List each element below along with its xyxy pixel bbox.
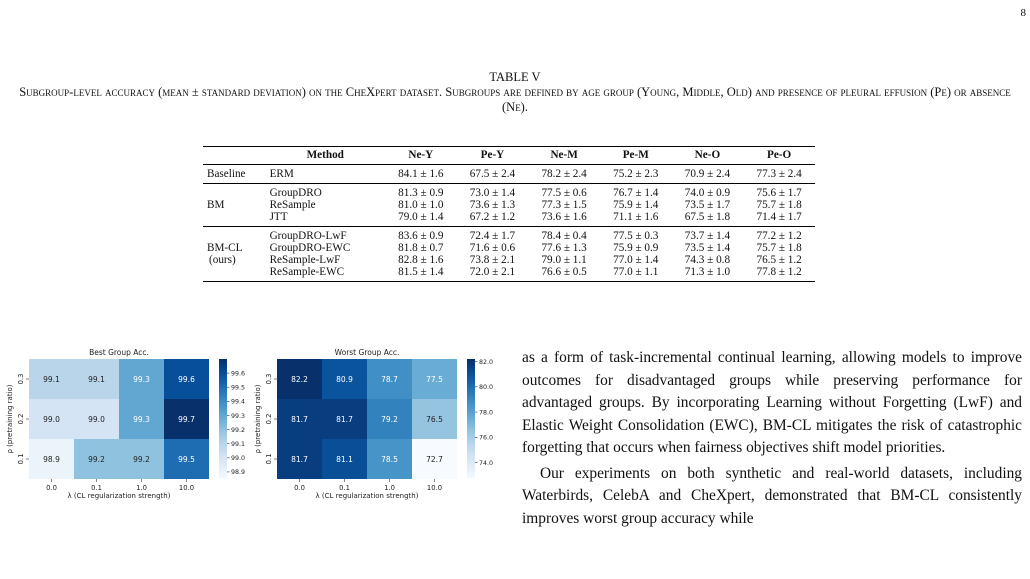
- x-tick-label: 1.0: [136, 484, 147, 492]
- table-caption: [0, 70, 1030, 115]
- colorbar-tick-label: 78.0: [479, 409, 494, 417]
- colorbar-tick-label: 99.6: [231, 370, 246, 378]
- cell-label: 81.7: [336, 415, 353, 424]
- x-axis-label: λ (CL regularization strength): [67, 492, 171, 500]
- y-tick-label: 0.2: [17, 413, 25, 425]
- caption-text: Subgroup-level accuracy (mean ± standard deviation) on the CheXpert dataset. Subgroups are defined by age group (Young, Middle, Old) and presence of pleural effusion (Pe) or absence (Ne).: [19, 85, 1011, 114]
- group-name: BM: [203, 184, 266, 227]
- cell-label: 81.7: [291, 455, 308, 464]
- value-cell: 77.2 ± 1.2 75.7 ± 1.8 76.5 ± 1.2 77.8 ± 1.2: [743, 227, 815, 282]
- cell-label: 78.5: [381, 455, 398, 464]
- group-name: Baseline: [203, 165, 266, 184]
- value-cell: 77.5 ± 0.6 77.3 ± 1.5 73.6 ± 1.6: [528, 184, 600, 227]
- colorbar-tick-label: 80.0: [479, 384, 494, 392]
- column-header: [203, 147, 266, 165]
- x-tick-label: 10.0: [178, 484, 195, 492]
- column-header: Pe-Y: [457, 147, 529, 165]
- value-cell: 75.2 ± 2.3: [600, 165, 672, 184]
- y-tick-label: 0.1: [265, 453, 273, 465]
- cell-label: 99.1: [43, 375, 60, 384]
- colorbar-tick-label: 99.2: [231, 426, 246, 434]
- method-names: GroupDRO ReSample JTT: [266, 184, 385, 227]
- cell-label: 77.5: [426, 375, 443, 384]
- value-cell: 73.7 ± 1.4 73.5 ± 1.4 74.3 ± 0.8 71.3 ± 1.0: [672, 227, 744, 282]
- cell-label: 82.2: [291, 375, 308, 384]
- column-header: Ne-Y: [385, 147, 457, 165]
- y-axis-label: ρ (pretraining ratio): [6, 384, 14, 454]
- method-names: ERM: [266, 165, 385, 184]
- value-cell: 70.9 ± 2.4: [672, 165, 744, 184]
- value-cell: 72.4 ± 1.7 71.6 ± 0.6 73.8 ± 2.1 72.0 ± 2.1: [457, 227, 529, 282]
- value-cell: 84.1 ± 1.6: [385, 165, 457, 184]
- cell-label: 99.3: [133, 375, 150, 384]
- cell-label: 99.5: [178, 455, 195, 464]
- value-cell: 75.6 ± 1.7 75.7 ± 1.8 71.4 ± 1.7: [743, 184, 815, 227]
- column-header: Ne-M: [528, 147, 600, 165]
- y-tick-label: 0.3: [265, 373, 273, 385]
- x-tick-label: 1.0: [384, 484, 395, 492]
- colorbar-tick-label: 99.1: [231, 441, 246, 449]
- y-tick-label: 0.1: [17, 453, 25, 465]
- body-text: [522, 347, 1022, 530]
- heatmap-title: Worst Group Acc.: [334, 348, 400, 357]
- table-row: [203, 227, 815, 282]
- colorbar-tick-label: 98.9: [231, 469, 246, 477]
- page-number: 8: [1020, 7, 1026, 19]
- table-label: TABLE V: [489, 70, 541, 84]
- value-cell: 83.6 ± 0.9 81.8 ± 0.7 82.8 ± 1.6 81.5 ± 1.4: [385, 227, 457, 282]
- colorbar-tick-label: 82.0: [479, 358, 494, 366]
- cell-label: 76.5: [426, 415, 443, 424]
- worst-group-heatmap: [252, 345, 502, 525]
- cell-label: 80.9: [336, 375, 353, 384]
- cell-label: 81.7: [291, 415, 308, 424]
- cell-label: 78.7: [381, 375, 398, 384]
- cell-label: 99.2: [88, 455, 105, 464]
- colorbar-tick-label: 99.3: [231, 412, 246, 420]
- colorbar-tick-label: 99.0: [231, 455, 246, 463]
- table-row: [203, 184, 815, 227]
- x-tick-label: 0.0: [294, 484, 305, 492]
- column-header: Method: [266, 147, 385, 165]
- cell-label: 99.2: [133, 455, 150, 464]
- column-header: Ne-O: [672, 147, 744, 165]
- cell-label: 79.2: [381, 415, 398, 424]
- cell-label: 98.9: [43, 455, 60, 464]
- colorbar: [219, 359, 227, 479]
- results-table: [203, 146, 815, 282]
- value-cell: 67.5 ± 2.4: [457, 165, 529, 184]
- y-tick-label: 0.3: [17, 373, 25, 385]
- heatmap-title: Best Group Acc.: [89, 348, 149, 357]
- value-cell: 78.2 ± 2.4: [528, 165, 600, 184]
- x-axis-label: λ (CL regularization strength): [315, 492, 419, 500]
- x-tick-label: 10.0: [426, 484, 443, 492]
- colorbar-tick-label: 99.4: [231, 398, 246, 406]
- colorbar-tick-label: 74.0: [479, 459, 494, 467]
- paragraph-2: Our experiments on both synthetic and real-world datasets, including Waterbirds, CelebA and CheXpert, demonstrated that BM-CL consistently improves worst group accuracy while: [522, 464, 1022, 527]
- value-cell: 76.7 ± 1.4 75.9 ± 1.4 71.1 ± 1.6: [600, 184, 672, 227]
- value-cell: 77.5 ± 0.3 75.9 ± 0.9 77.0 ± 1.4 77.0 ± 1.1: [600, 227, 672, 282]
- cell-label: 99.7: [178, 415, 195, 424]
- value-cell: 78.4 ± 0.4 77.6 ± 1.3 79.0 ± 1.1 76.6 ± 0.5: [528, 227, 600, 282]
- value-cell: 81.3 ± 0.9 81.0 ± 1.0 79.0 ± 1.4: [385, 184, 457, 227]
- table-row: [203, 165, 815, 184]
- x-tick-label: 0.1: [339, 484, 350, 492]
- value-cell: 73.0 ± 1.4 73.6 ± 1.3 67.2 ± 1.2: [457, 184, 529, 227]
- cell-label: 72.7: [426, 455, 443, 464]
- x-tick-label: 0.1: [91, 484, 102, 492]
- table-header-row: [203, 147, 815, 165]
- cell-label: 99.6: [178, 375, 195, 384]
- value-cell: 77.3 ± 2.4: [743, 165, 815, 184]
- group-name: BM-CL (ours): [203, 227, 266, 282]
- cell-label: 99.3: [133, 415, 150, 424]
- colorbar-tick-label: 99.5: [231, 384, 246, 392]
- column-header: Pe-O: [743, 147, 815, 165]
- paragraph-1: as a form of task-incremental continual learning, allowing models to improve outcomes for disadvantaged groups while preserving performance for advantaged groups. By incorporating Learning without Forgetting (LwF) and Elastic Weight Consolidation (EWC), BM-CL mitigates the risk of catastrophic forgetting that occurs when fairness objectives shift model priorities.: [522, 349, 1022, 456]
- cell-label: 99.0: [88, 415, 105, 424]
- colorbar: [467, 359, 475, 479]
- y-tick-label: 0.2: [265, 413, 273, 425]
- cell-label: 99.0: [43, 415, 60, 424]
- value-cell: 74.0 ± 0.9 73.5 ± 1.7 67.5 ± 1.8: [672, 184, 744, 227]
- best-group-heatmap: [4, 345, 254, 525]
- y-axis-label: ρ (pretraining ratio): [254, 384, 262, 454]
- x-tick-label: 0.0: [46, 484, 57, 492]
- column-header: Pe-M: [600, 147, 672, 165]
- colorbar-tick-label: 76.0: [479, 434, 494, 442]
- method-names: GroupDRO-LwF GroupDRO-EWC ReSample-LwF ReSample-EWC: [266, 227, 385, 282]
- cell-label: 81.1: [336, 455, 353, 464]
- cell-label: 99.1: [88, 375, 105, 384]
